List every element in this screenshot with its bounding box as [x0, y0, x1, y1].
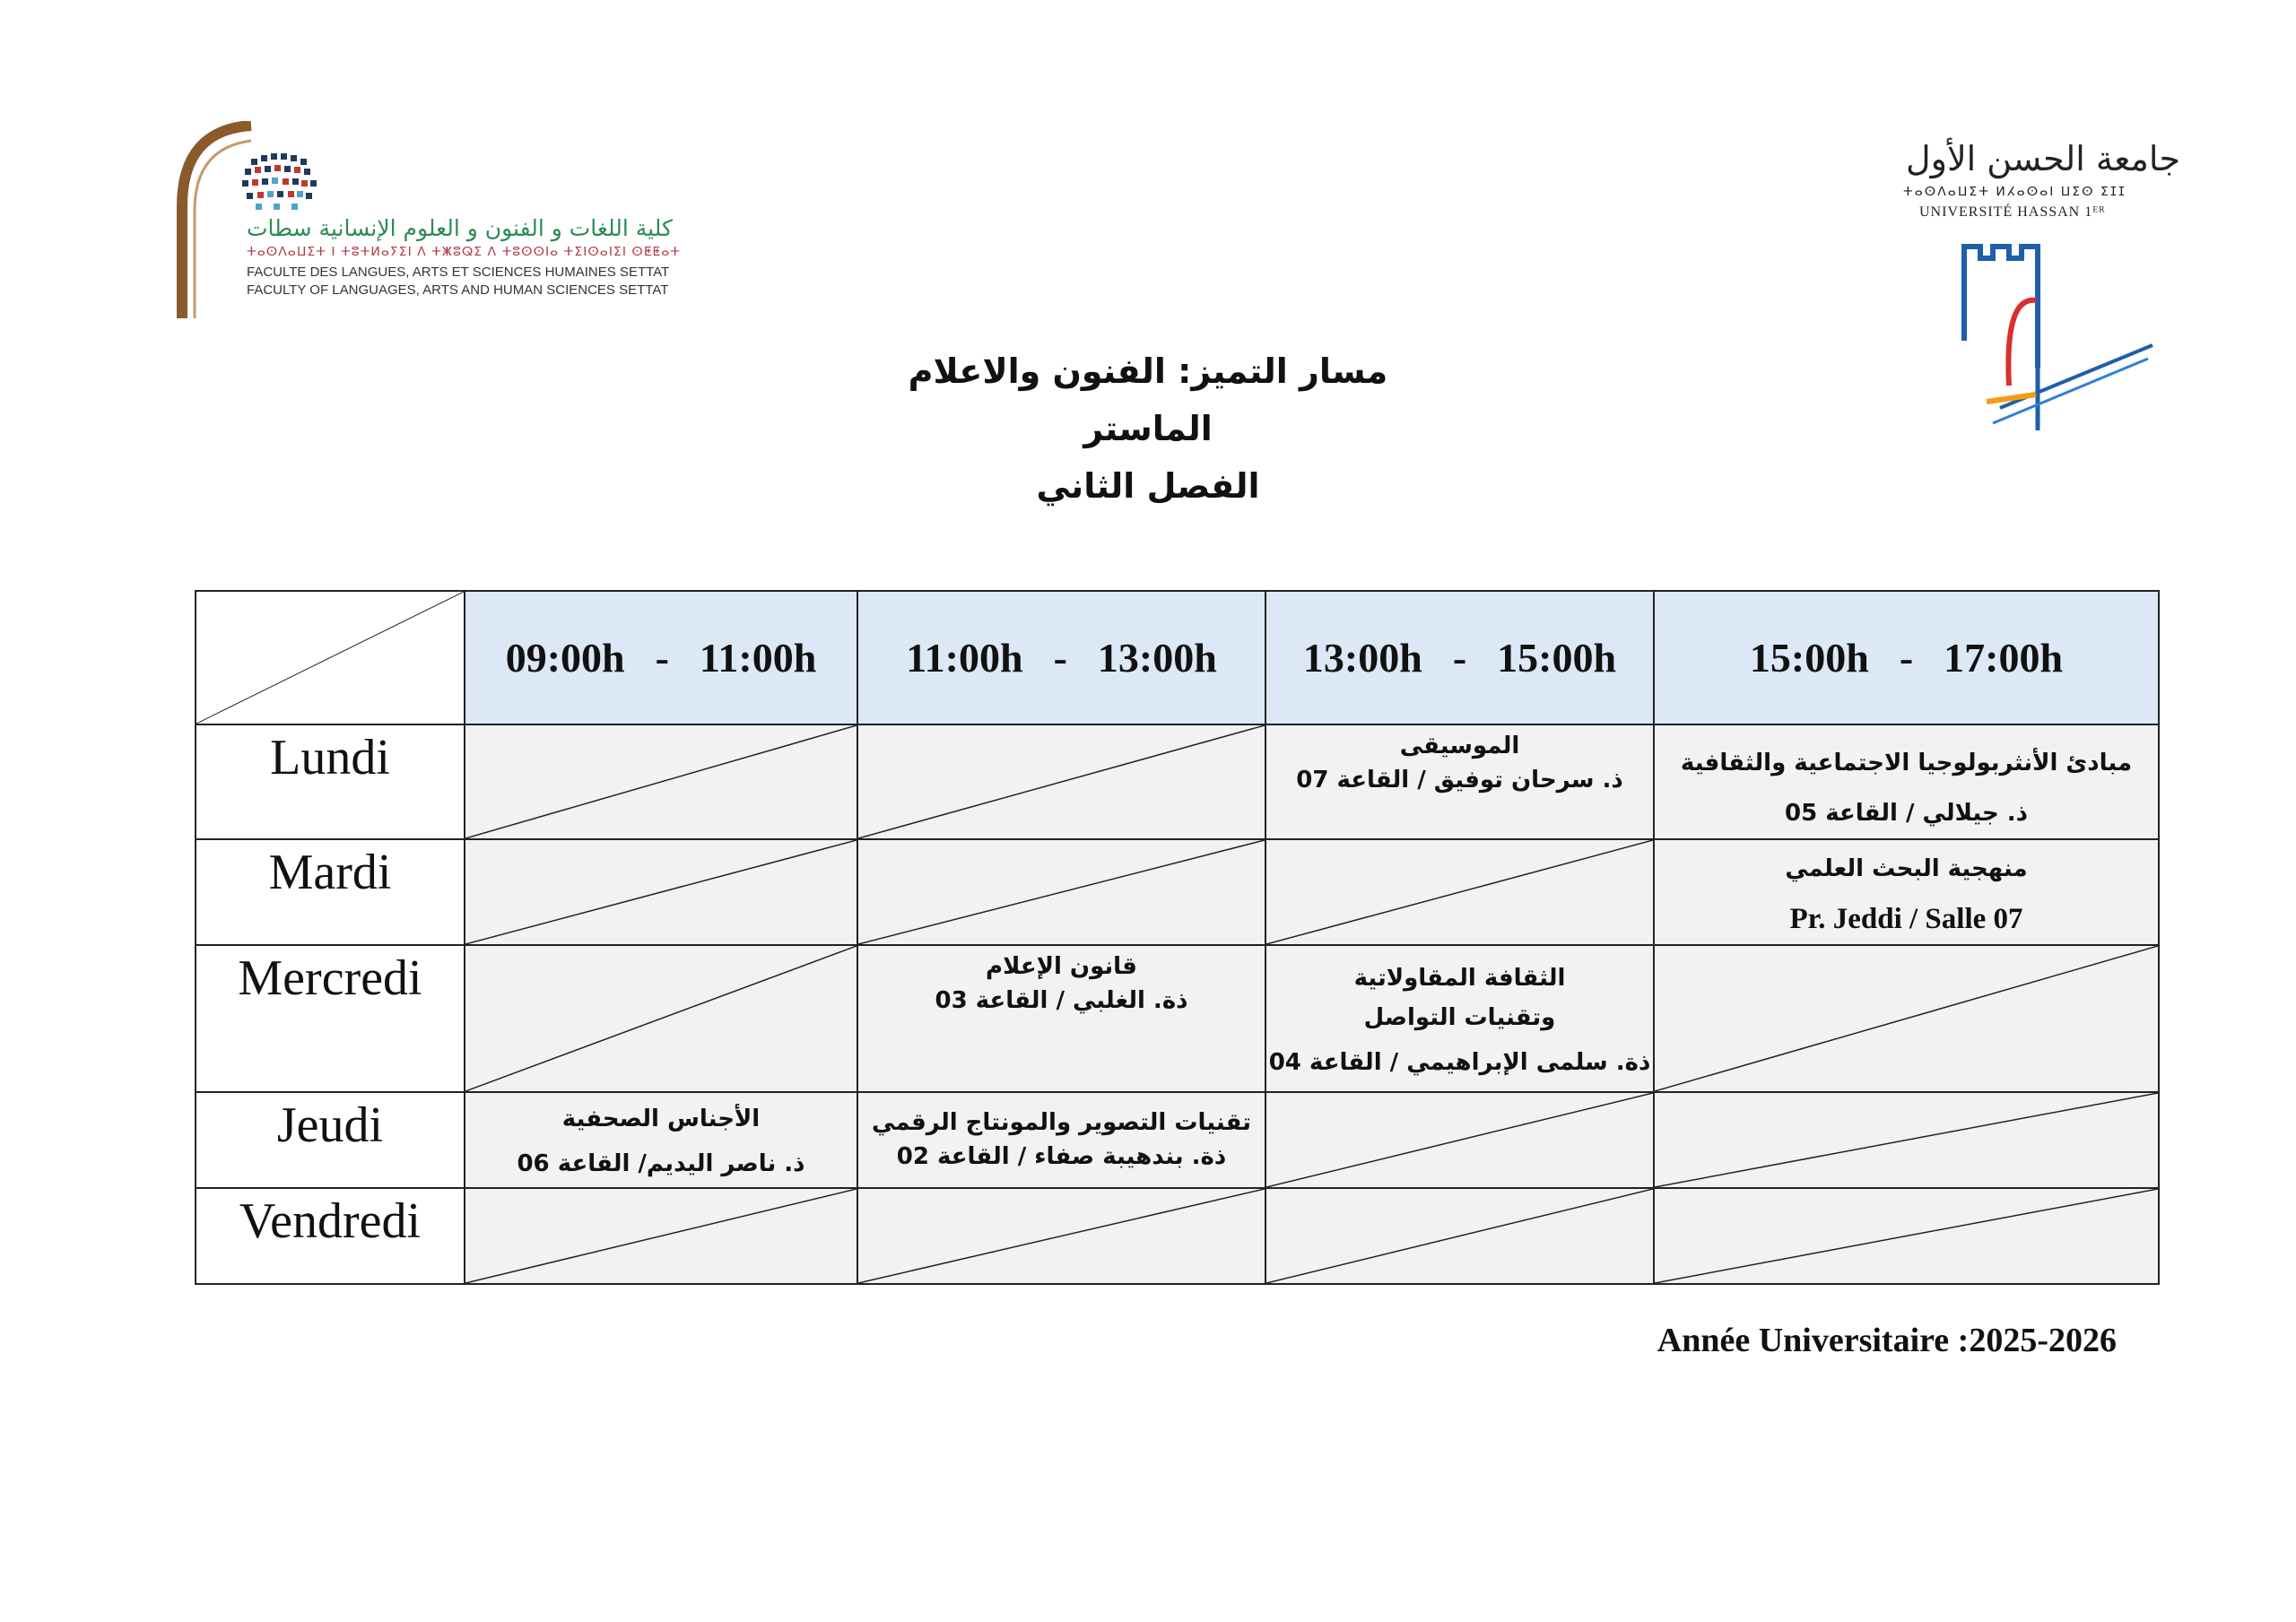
time-slot-header: 11:00h - 13:00h — [857, 591, 1265, 724]
diagonal-line — [465, 725, 857, 838]
diagonal-line — [465, 1189, 857, 1283]
course-teacher-room: ذ. سرحان توفيق / القاعة 07 — [1296, 767, 1623, 794]
empty-slot-diagonal — [465, 1189, 857, 1283]
course-slot — [857, 1092, 1265, 1188]
time-slot-header: 15:00h - 17:00h — [1654, 591, 2159, 724]
header-row — [196, 591, 2159, 724]
day-row-jeudi — [196, 1092, 2159, 1188]
empty-slot — [1654, 1092, 2159, 1188]
empty-slot — [1265, 839, 1654, 945]
time-slot-header: 13:00h - 15:00h — [1265, 591, 1654, 724]
semester-title: الفصل الثاني — [1036, 466, 1260, 506]
diagonal-line — [1655, 1189, 2158, 1283]
empty-slot — [857, 724, 1265, 839]
course-teacher-room: ذ. ناصر اليديم/ القاعة 06 — [517, 1150, 805, 1177]
university-name-arabic: جامعة الحسن الأول — [1906, 139, 2180, 178]
course-teacher-room: ذة. سلمى الإبراهيمي / القاعة 04 — [1268, 1049, 1651, 1076]
course-name: قانون الإعلام — [986, 953, 1137, 980]
course-slot — [1654, 839, 2159, 945]
course-name: منهجية البحث العلمي — [1785, 855, 2028, 882]
course-name: الموسيقى — [1399, 733, 1520, 759]
empty-slot-diagonal — [465, 725, 857, 838]
corner-cell — [196, 591, 465, 724]
day-label: Mardi — [196, 839, 465, 945]
diagonal-line — [1266, 1093, 1653, 1187]
day-label: Lundi — [196, 724, 465, 839]
day-label: Vendredi — [196, 1188, 465, 1284]
diagonal-line — [1266, 1189, 1653, 1283]
course-teacher-room: ذة. الغلبي / القاعة 03 — [935, 987, 1188, 1014]
faculty-name-arabic: كلية اللغات و الفنون و العلوم الإنسانية سطات — [247, 215, 673, 241]
course-name: الأجناس الصحفية — [561, 1106, 761, 1132]
university-logo — [1892, 134, 2180, 439]
course-slot — [1654, 724, 2159, 839]
corner-diagonal — [196, 592, 464, 724]
empty-slot — [1265, 1092, 1654, 1188]
university-tower-emblem — [1892, 224, 2161, 439]
empty-slot-diagonal — [1266, 1093, 1653, 1187]
faculty-name-tifinagh: ⵜⴰⵙⴷⴰⵡⵉⵜ ⵏ ⵜⵓⵜⵍⴰⵢⵉⵏ ⴷ ⵜⵥⵓⵕⵉ ⴷ ⵜⵓⵙⵙⵏⴰ ⵜⵉⵏⵙⴰⵏⵉⵏ ⵙⵟⵟⴰⵜ — [247, 245, 682, 259]
empty-slot-diagonal — [1655, 1189, 2158, 1283]
course-slot — [465, 1092, 857, 1188]
diagonal-line — [1266, 840, 1653, 944]
empty-slot — [465, 839, 857, 945]
day-label: Jeudi — [196, 1092, 465, 1188]
empty-slot — [465, 945, 857, 1092]
empty-slot-diagonal — [1655, 1093, 2158, 1187]
empty-slot — [1654, 1188, 2159, 1284]
faculty-name-french: FACULTE DES LANGUES, ARTS ET SCIENCES HUMAINES SETTAT — [247, 265, 670, 280]
schedule-titles — [700, 343, 1596, 515]
course-teacher-room: Pr. Jeddi / Salle 07 — [1789, 903, 2023, 935]
course-teacher-room: ذة. بندهيبة صفاء / القاعة 02 — [896, 1143, 1227, 1170]
day-row-lundi — [196, 724, 2159, 839]
course-teacher-room: ذ. جيلالي / القاعة 05 — [1785, 800, 2028, 827]
empty-slot-diagonal — [1266, 1189, 1653, 1283]
course-name: الثقافة المقاولاتية وتقنيات التواصل — [1353, 965, 1566, 1031]
empty-slot — [857, 839, 1265, 945]
empty-slot-diagonal — [465, 840, 857, 944]
day-row-mardi — [196, 839, 2159, 945]
diagonal-line — [1655, 946, 2158, 1091]
university-name-tifinagh: ⵜⴰⵙⴷⴰⵡⵉⵜ ⵍⵃⴰⵙⴰⵏ ⵡⵉⵙ ⵉⵊⵊ — [1903, 185, 2126, 199]
empty-slot-diagonal — [858, 725, 1265, 838]
empty-slot — [465, 1188, 857, 1284]
empty-slot — [857, 1188, 1265, 1284]
empty-slot — [1654, 945, 2159, 1092]
diagonal-line — [465, 946, 857, 1091]
faculty-logo — [175, 121, 682, 323]
time-slot-header: 09:00h - 11:00h — [465, 591, 857, 724]
course-slot — [1265, 724, 1654, 839]
course-name: مبادئ الأنثربولوجيا الاجتماعية والثقافية — [1680, 750, 2133, 776]
empty-slot-diagonal — [1655, 946, 2158, 1091]
course-slot — [1265, 945, 1654, 1092]
empty-slot — [1265, 1188, 1654, 1284]
diagonal-line — [858, 840, 1265, 944]
day-row-mercredi — [196, 945, 2159, 1092]
program-title: مسار التميز: الفنون والاعلام — [908, 351, 1388, 391]
diagonal-line — [858, 1189, 1265, 1283]
course-name: تقنيات التصوير والمونتاج الرقمي — [872, 1109, 1251, 1136]
empty-slot-diagonal — [858, 840, 1265, 944]
faculty-name-english: FACULTY OF LANGUAGES, ARTS AND HUMAN SCIENCES SETTAT — [247, 282, 669, 298]
diagonal-line — [465, 840, 857, 944]
diagonal-line — [858, 725, 1265, 838]
empty-slot-diagonal — [465, 946, 857, 1091]
timetable — [195, 590, 2160, 1285]
empty-slot — [465, 724, 857, 839]
course-slot — [857, 945, 1265, 1092]
academic-year: Année Universitaire :2025-2026 — [1657, 1322, 2117, 1359]
diagonal-line — [1655, 1093, 2158, 1187]
day-label: Mercredi — [196, 945, 465, 1092]
university-name-french: UNIVERSITÉ HASSAN 1ᴱᴿ — [1919, 204, 2106, 220]
degree-title: الماستر — [1083, 409, 1213, 448]
empty-slot-diagonal — [1266, 840, 1653, 944]
day-row-vendredi — [196, 1188, 2159, 1284]
empty-slot-diagonal — [858, 1189, 1265, 1283]
